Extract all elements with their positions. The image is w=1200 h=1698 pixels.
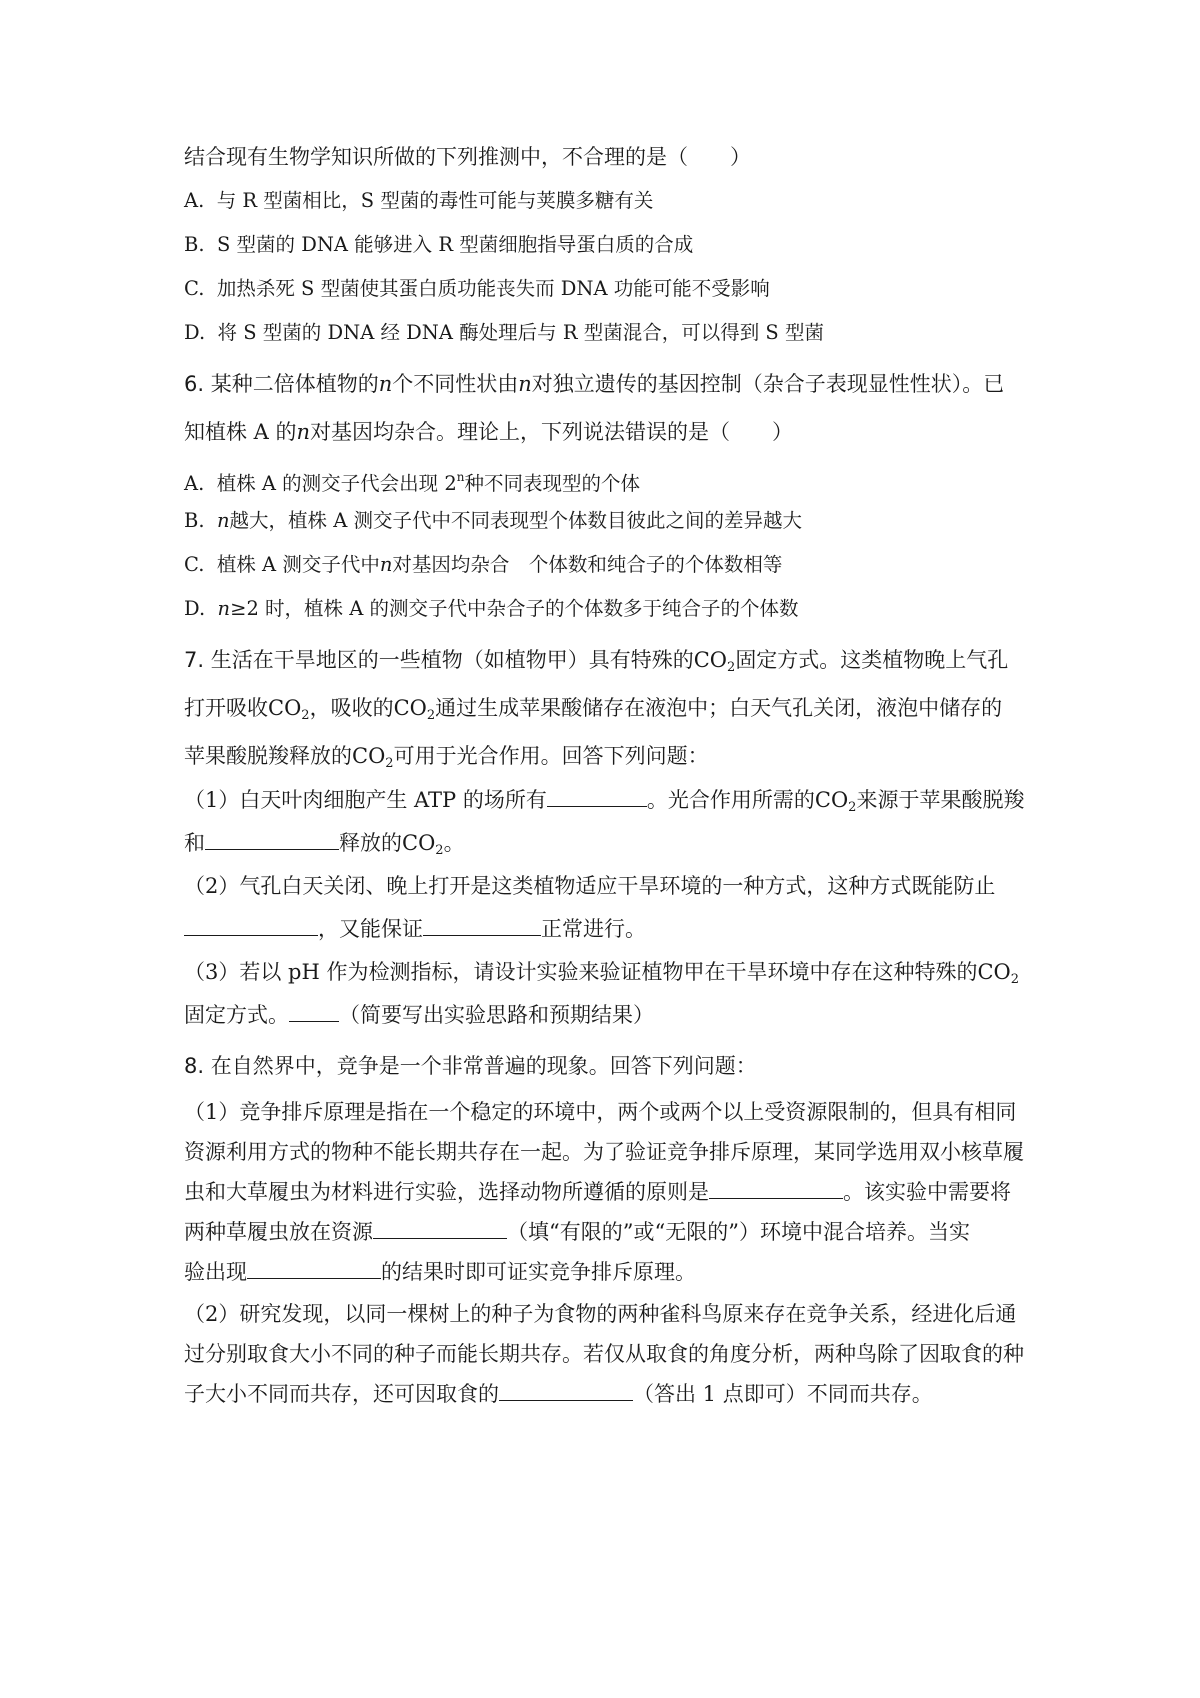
q7-part-2-line-1 — [184, 872, 995, 900]
q6-text: 某种二倍体植物的 — [210, 372, 379, 396]
q8-text: （答出 1 点即可）不同而共存。 — [633, 1382, 933, 1406]
option-letter: A. — [184, 189, 205, 212]
q8-text: 。该实验中需要将 — [843, 1180, 1011, 1204]
q8-part-2-line-3 — [184, 1380, 933, 1408]
answer-blank[interactable] — [205, 829, 339, 850]
answer-blank[interactable] — [709, 1178, 843, 1199]
q7-part-2-line-2 — [184, 915, 646, 943]
option-text: 加热杀死 S 型菌使其蛋白质功能丧失而 DNA 功能可能不受影响 — [216, 277, 770, 300]
subscript: 2 — [1010, 972, 1020, 987]
q7-text: 固定方式。这类植物晚上气孔 — [735, 648, 1009, 672]
var-n: n — [518, 372, 532, 396]
q7-text: 可用于光合作用。回答下列问题： — [393, 744, 709, 768]
q8-part-1-line-1 — [184, 1098, 1016, 1126]
q7-text: 释放的 — [339, 831, 402, 855]
option-text: 与 R 型菌相比，S 型菌的毒性可能与荚膜多糖有关 — [216, 189, 654, 212]
q7-text: 固定方式。 — [184, 1003, 289, 1027]
q8-text: 资源利用方式的物种不能长期共存在一起。为了验证竞争排斥原理，某同学选用双小核草履 — [184, 1140, 1024, 1164]
q7-part-3-line-1 — [184, 958, 1019, 994]
option-text: S 型菌的 DNA 能够进入 R 型菌细胞指导蛋白质的合成 — [216, 233, 694, 256]
q8-stem — [184, 1052, 757, 1080]
subscript: 2 — [435, 843, 444, 858]
q7-text: 。光合作用所需的 — [646, 788, 815, 812]
q7-text: 和 — [184, 831, 205, 855]
q7-text: ，吸收的 — [309, 696, 394, 720]
question-number: 6. — [184, 372, 205, 396]
q8-part-1-line-3 — [184, 1178, 1011, 1206]
var-n: n — [216, 509, 230, 532]
q7-stem-line-1 — [184, 646, 1008, 682]
var-n: n — [379, 553, 393, 576]
q7-text: 。 — [443, 831, 465, 855]
q7-part-1-line-2 — [184, 829, 465, 865]
q6-text: 知植株 A 的 — [184, 420, 297, 444]
q7-stem-line-2 — [184, 694, 1002, 730]
option-letter: C. — [184, 553, 205, 576]
q8-part-1-line-5 — [184, 1258, 696, 1286]
q7-text: 通过生成苹果酸储存在液泡中；白天气孔关闭，液泡中储存的 — [435, 696, 1003, 720]
subscript: 2 — [301, 708, 310, 723]
q7-text: 生活在干旱地区的一些植物（如植物甲）具有特殊的 — [210, 648, 694, 672]
co2-formula: CO — [352, 744, 386, 768]
answer-blank[interactable] — [423, 915, 541, 936]
superscript: n — [456, 470, 465, 484]
q8-text: 的结果时即可证实竞争排斥原理。 — [381, 1260, 696, 1284]
q7-text: ，又能保证 — [318, 917, 423, 941]
q7-text: （3）若以 pH 作为检测指标，请设计实验来验证植物甲在干旱环境中存在这种特殊的 — [184, 960, 978, 984]
q5-option-c — [184, 275, 770, 303]
q7-text: 来源于苹果酸脱羧 — [856, 788, 1025, 812]
q8-part-1-line-2 — [184, 1138, 1024, 1166]
q5-option-b — [184, 231, 693, 259]
q7-text: （简要写出实验思路和预期结果） — [339, 1003, 654, 1027]
q8-part-2-line-1 — [184, 1300, 1016, 1328]
option-letter: D. — [184, 597, 206, 620]
q7-text: 正常进行。 — [541, 917, 646, 941]
q7-part-3-line-2 — [184, 1001, 654, 1029]
q6-text: 个不同性状由 — [392, 372, 519, 396]
option-text: ≥2 时，植株 A 的测交子代中杂合子的个体数多于纯合子的个体数 — [230, 597, 799, 620]
option-letter: C. — [184, 277, 205, 300]
co2-formula: CO — [814, 788, 849, 812]
q8-text: （填“有限的”或“无限的”）环境中混合培养。当实 — [507, 1220, 970, 1244]
answer-blank[interactable] — [499, 1380, 633, 1401]
q5-option-a — [184, 187, 653, 215]
q6-stem-line-1 — [184, 370, 1004, 398]
q8-text: 验出现 — [184, 1260, 247, 1284]
option-text: 植株 A 测交子代中 — [216, 553, 380, 576]
co2-formula: CO — [693, 648, 728, 672]
co2-formula: CO — [393, 696, 427, 720]
q7-text: （1）白天叶肉细胞产生 ATP 的场所有 — [184, 788, 547, 812]
q5-stem — [184, 143, 751, 171]
question-number: 8. — [184, 1054, 205, 1078]
q6-stem-line-2 — [184, 418, 793, 446]
q8-text: 虫和大草履虫为材料进行实验，选择动物所遵循的原则是 — [184, 1180, 709, 1204]
answer-blank[interactable] — [373, 1218, 507, 1239]
q8-text: 在自然界中，竞争是一个非常普遍的现象。回答下列问题： — [210, 1054, 757, 1078]
option-text: 对基因均杂合 个体数和纯合子的个体数相等 — [392, 553, 783, 576]
option-text: 种不同表现型的个体 — [464, 472, 641, 495]
option-letter: A. — [184, 472, 205, 495]
co2-formula: CO — [268, 696, 302, 720]
q6-text: 对基因均杂合。理论上，下列说法错误的是（ ） — [310, 420, 794, 444]
q5-stem-text: 结合现有生物学知识所做的下列推测中，不合理的是（ ） — [184, 145, 751, 169]
q6-text: 对独立遗传的基因控制（杂合子表现显性性状）。已 — [531, 372, 1005, 396]
q6-option-d — [184, 595, 799, 623]
q7-text: 打开吸收 — [184, 696, 268, 720]
option-letter: B. — [184, 233, 205, 256]
option-letter: D. — [184, 321, 206, 344]
var-n: n — [217, 597, 231, 620]
subscript: 2 — [426, 708, 436, 723]
q8-text: （2）研究发现，以同一棵树上的种子为食物的两种雀科鸟原来存在竞争关系，经进化后通 — [184, 1302, 1017, 1326]
answer-blank[interactable] — [184, 915, 318, 936]
q6-option-b — [184, 507, 802, 535]
answer-blank[interactable] — [247, 1258, 381, 1279]
option-letter: B. — [184, 509, 205, 532]
question-number: 7. — [184, 648, 205, 672]
q6-option-c — [184, 551, 782, 579]
q8-part-2-line-2 — [184, 1340, 1024, 1368]
q5-option-d — [184, 319, 824, 347]
co2-formula: CO — [977, 960, 1011, 984]
q8-text: （1）竞争排斥原理是指在一个稳定的环境中，两个或两个以上受资源限制的，但具有相同 — [184, 1100, 1017, 1124]
var-n: n — [378, 372, 393, 396]
q7-stem-line-3 — [184, 742, 709, 778]
q8-text: 两种草履虫放在资源 — [184, 1220, 373, 1244]
q7-text: 苹果酸脱羧释放的 — [184, 744, 352, 768]
co2-formula: CO — [402, 831, 436, 855]
q6-option-a — [184, 463, 640, 498]
option-text: 将 S 型菌的 DNA 经 DNA 酶处理后与 R 型菌混合，可以得到 S 型菌 — [217, 321, 824, 344]
q8-text: 过分别取食大小不同的种子而能长期共存。若仅从取食的角度分析，两种鸟除了因取食的种 — [184, 1342, 1024, 1366]
subscript: 2 — [848, 800, 857, 815]
var-n: n — [296, 420, 311, 444]
q8-text: 子大小不同而共存，还可因取食的 — [184, 1382, 499, 1406]
subscript: 2 — [385, 756, 394, 771]
subscript: 2 — [727, 660, 736, 675]
answer-blank[interactable] — [289, 1001, 339, 1022]
option-text: 越大，植株 A 测交子代中不同表现型个体数目彼此之间的差异越大 — [229, 509, 802, 532]
q7-text: （2）气孔白天关闭、晚上打开是这类植物适应干旱环境的一种方式，这种方式既能防止 — [184, 874, 996, 898]
option-text: 植株 A 的测交子代会出现 2 — [216, 472, 457, 495]
q7-part-1-line-1 — [184, 786, 1024, 822]
q8-part-1-line-4 — [184, 1218, 970, 1246]
answer-blank[interactable] — [547, 786, 647, 807]
